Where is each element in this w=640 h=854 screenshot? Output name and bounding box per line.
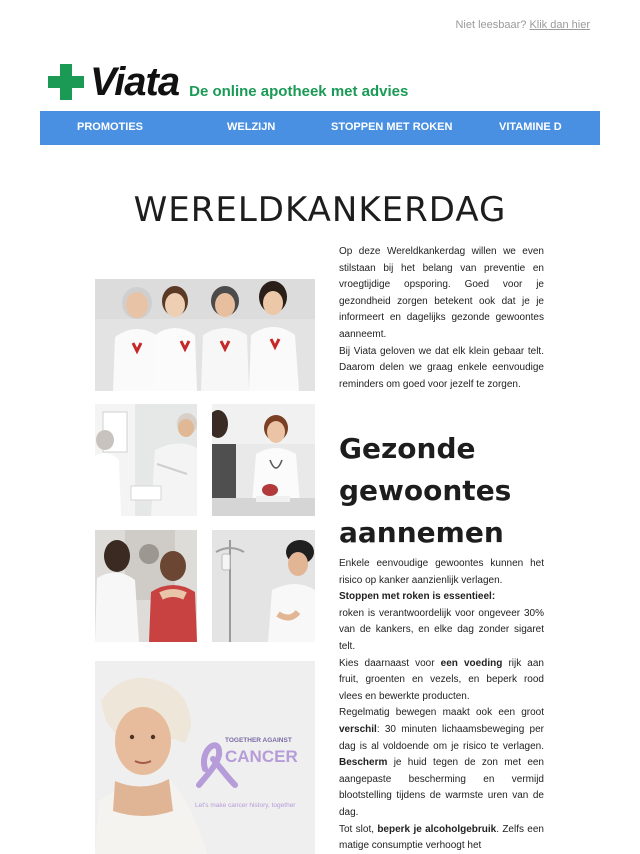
movement-paragraph: Regelmatig bewegen maakt ook een groot verschil: 30 minuten lichaamsbeweging per dag is al voldoende om je risico te verlagen. Bescherm je huid tegen de zon met een aangepaste bescherming en vermijd blootstelling tijdens de warmste uren van de dag.	[339, 707, 544, 818]
smoking-text: roken is verantwoordelijk voor ongeveer 30% van de kankers, en elke dag zonder sigaret telt.	[339, 607, 544, 652]
nav-item-promoties[interactable]: PROMOTIES	[77, 121, 144, 133]
nav-item-vitamine-d[interactable]: VITAMINE D	[499, 121, 562, 133]
together-against-cancer-poster	[95, 661, 315, 854]
viata-logo[interactable]	[48, 62, 408, 102]
intro-paragraph-1: Op deze Wereldkankerdag willen we even stilstaan bij het belang van preventie en vroegtijdige opsporing. Goed voor je gezondheid zorgen betekent ook dat je je informeert en dagelijks gezonde gewoontes aanneemt.	[339, 246, 544, 340]
food-paragraph: Kies daarnaast voor een voeding rijk aan fruit, groenten en vezels, en beperk rood vlees en bewerkte producten.	[339, 657, 544, 702]
page-title: WERELDKANKERDAG	[133, 190, 507, 230]
poster-line-1: TOGETHER AGAINST	[225, 737, 292, 744]
section-heading: Gezonde gewoontes aannemen	[339, 432, 512, 549]
intro-text	[339, 244, 544, 393]
photo-doctor-patient-red	[95, 530, 197, 642]
poster-line-3: Let's make cancer history, together	[195, 802, 296, 809]
alcohol-paragraph: Tot slot, beperk je alcoholgebruik. Zelfs een matige consumptie verhoogt het	[339, 823, 544, 852]
body-text	[339, 556, 544, 854]
photo-patient-iv-drip	[212, 530, 315, 642]
logo-tagline: De online apotheek met advies	[189, 83, 409, 100]
body-paragraph-1: Enkele eenvoudige gewoontes kunnen het risico op kanker aanzienlijk verlagen.	[339, 558, 544, 586]
logo-wordmark: Viata	[90, 60, 180, 104]
nav-item-stoppen-met-roken[interactable]: STOPPEN MET ROKEN	[331, 121, 453, 133]
photo-doctor-consult-elderly	[95, 404, 197, 516]
browser-view-link[interactable]: Klik dan hier	[529, 19, 590, 31]
browser-view-line	[455, 19, 590, 31]
smoking-title: Stoppen met roken is essentieel:	[339, 591, 496, 603]
photo-women-red-ribbons	[95, 279, 315, 391]
intro-paragraph-2: Bij Viata geloven we dat elk klein gebaar telt. Daarom delen we graag enkele eenvoudige reminders om goed voor jezelf te zorgen.	[339, 345, 544, 390]
browser-view-prefix: Niet leesbaar?	[455, 19, 527, 31]
poster-line-2: CANCER	[225, 747, 298, 766]
main-nav	[40, 111, 600, 145]
nav-item-welzijn[interactable]: WELZIJN	[227, 121, 276, 133]
photo-doctor-desk	[212, 404, 315, 516]
green-cross-icon	[48, 64, 84, 100]
